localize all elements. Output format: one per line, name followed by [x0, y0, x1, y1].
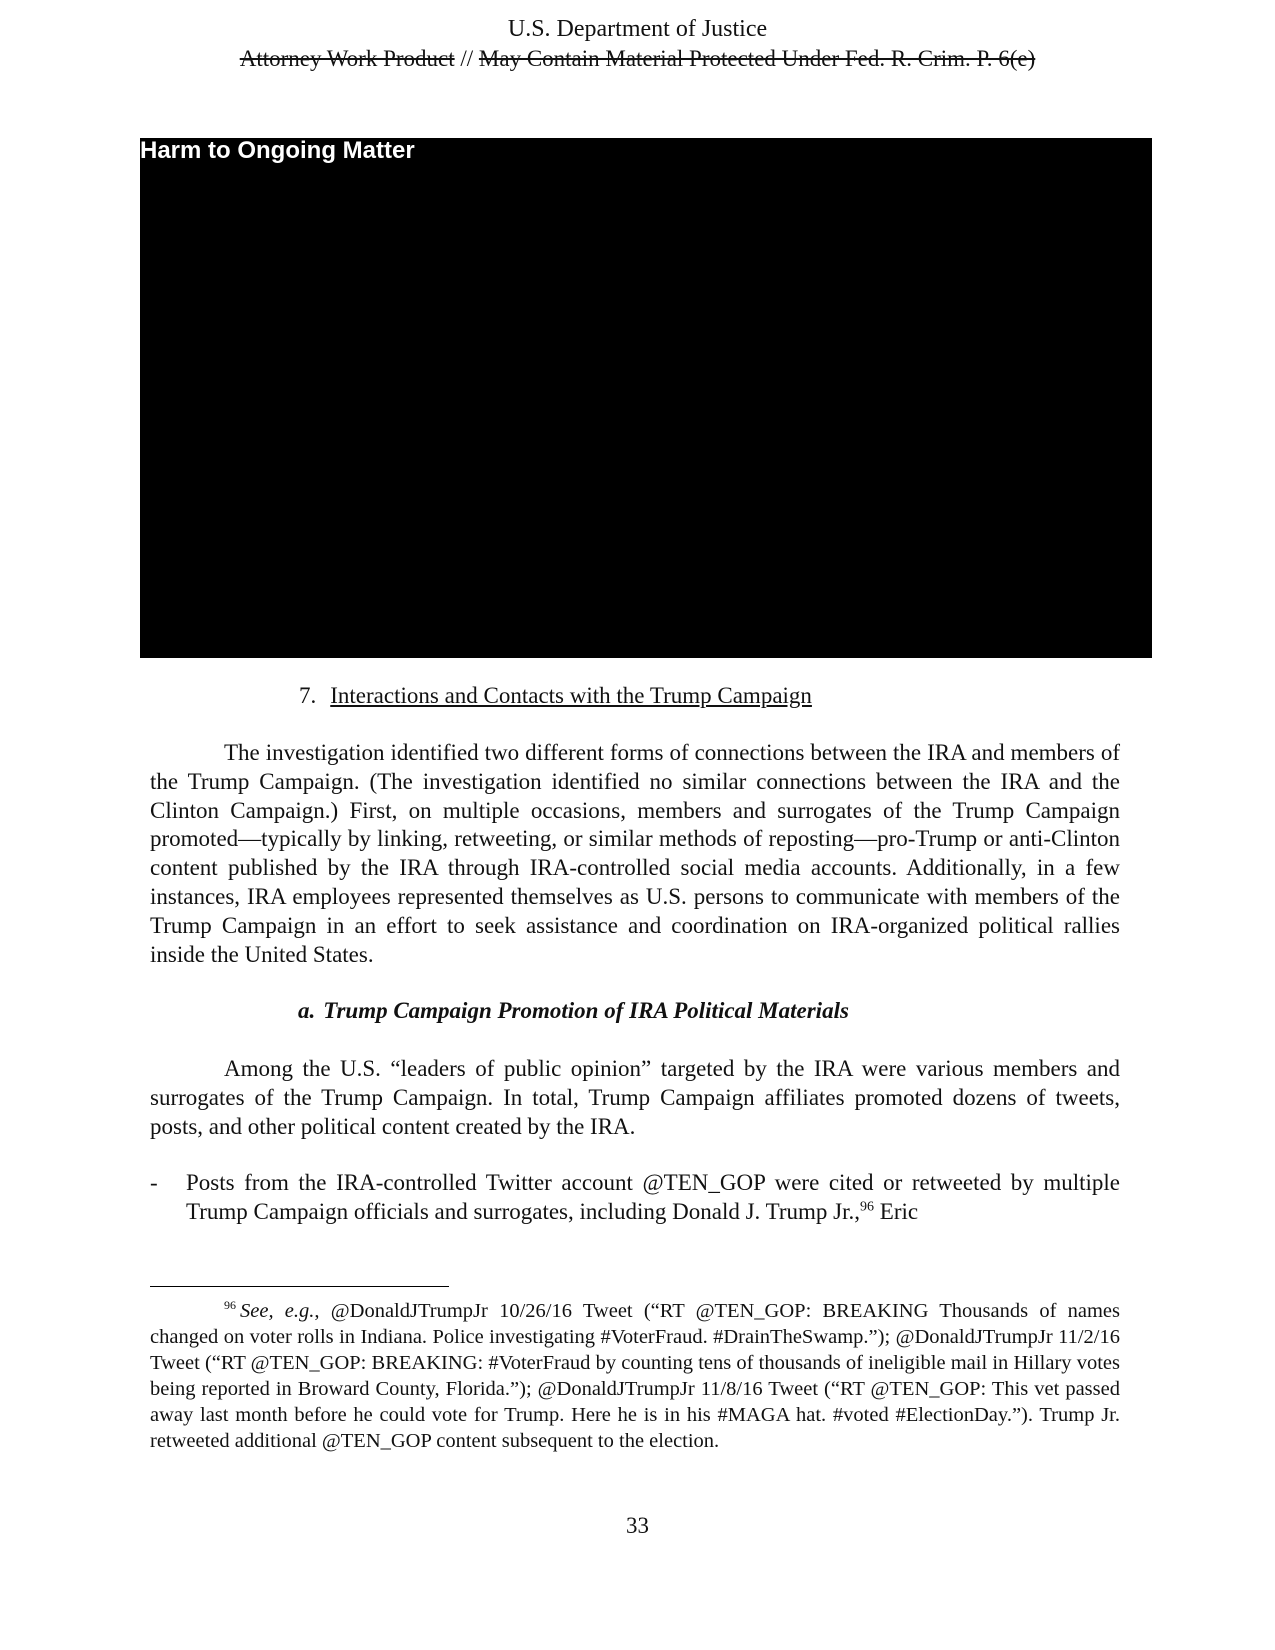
subsection-letter: a.	[298, 998, 316, 1023]
footnote-number: 96	[224, 1298, 236, 1313]
work-product-marking: Attorney Work Product	[239, 46, 455, 71]
bullet-text-tail: Eric	[874, 1199, 919, 1224]
redaction-label: Harm to Ongoing Matter	[140, 137, 415, 164]
subsection-heading	[298, 998, 849, 1024]
body-paragraph-2: Among the U.S. “leaders of public opinion” targeted by the IRA were various members and surrogates of the Trump Campaign. In total, Trump Campaign affiliates promoted dozens of tweets, posts, and other political content created by the IRA.	[150, 1056, 1120, 1139]
bullet-text-main: Posts from the IRA-controlled Twitter account @TEN_GOP were cited or retweeted by multiple Trump Campaign officials and surrogates, including Donald J. Trump Jr.,	[186, 1170, 1120, 1224]
footnote-divider	[150, 1286, 449, 1287]
footnote-reference[interactable]: 96	[860, 1199, 875, 1215]
section-number: 7.	[299, 683, 317, 708]
bullet-item	[150, 1168, 1120, 1226]
footnote	[150, 1298, 1120, 1454]
redaction-block	[140, 138, 1152, 658]
section-heading	[299, 683, 812, 709]
grand-jury-marking: May Contain Material Protected Under Fed. R. Crim. P. 6(e)	[478, 46, 1036, 71]
page-header-agency: U.S. Department of Justice	[507, 16, 768, 42]
bullet-text	[186, 1168, 1120, 1226]
footnote-text: , @DonaldJTrumpJr 10/26/16 Tweet (“RT @TEN_GOP: BREAKING Thousands of names changed on voter rolls in Indiana. Police investigating #VoterFraud. #DrainTheSwamp.”); @DonaldJTrumpJr 11/2/16 Tweet (“RT @TEN_GOP: BREAKING: #VoterFraud by counting tens of thousands of ineligible mail in Hillary votes being reported in Broward County, Florida.”); @DonaldJTrumpJr 11/8/16 Tweet (“RT @TEN_GOP: This vet passed away last month before he could vote for Trump. Here he is in his #MAGA hat. #voted #ElectionDay.”). Trump Jr. retweeted additional @TEN_GOP content subsequent to the election.	[150, 1300, 1120, 1452]
body-paragraph-1: The investigation identified two different forms of connections between the IRA and members of the Trump Campaign. (The investigation identified no similar connections between the IRA and the Clinton Campaign.) First, on multiple occasions, members and surrogates of the Trump Campaign promoted—typically by linking, retweeting, or similar methods of reposting—pro-Trump or anti-Clinton content published by the IRA through IRA-controlled social media accounts. Additionally, in a few instances, IRA employees represented themselves as U.S. persons to communicate with members of the Trump Campaign in an effort to seek assistance and coordination on IRA-organized political rallies inside the United States.	[150, 740, 1120, 967]
bullet-marker: -	[150, 1170, 158, 1195]
page-number: 33	[626, 1513, 649, 1538]
marking-separator: //	[454, 46, 479, 71]
page-header-marking	[0, 46, 1275, 72]
footnote-see-signal: See, e.g.	[240, 1300, 315, 1322]
section-title: Interactions and Contacts with the Trump Campaign	[330, 683, 812, 708]
subsection-title: Trump Campaign Promotion of IRA Political Materials	[323, 998, 849, 1023]
